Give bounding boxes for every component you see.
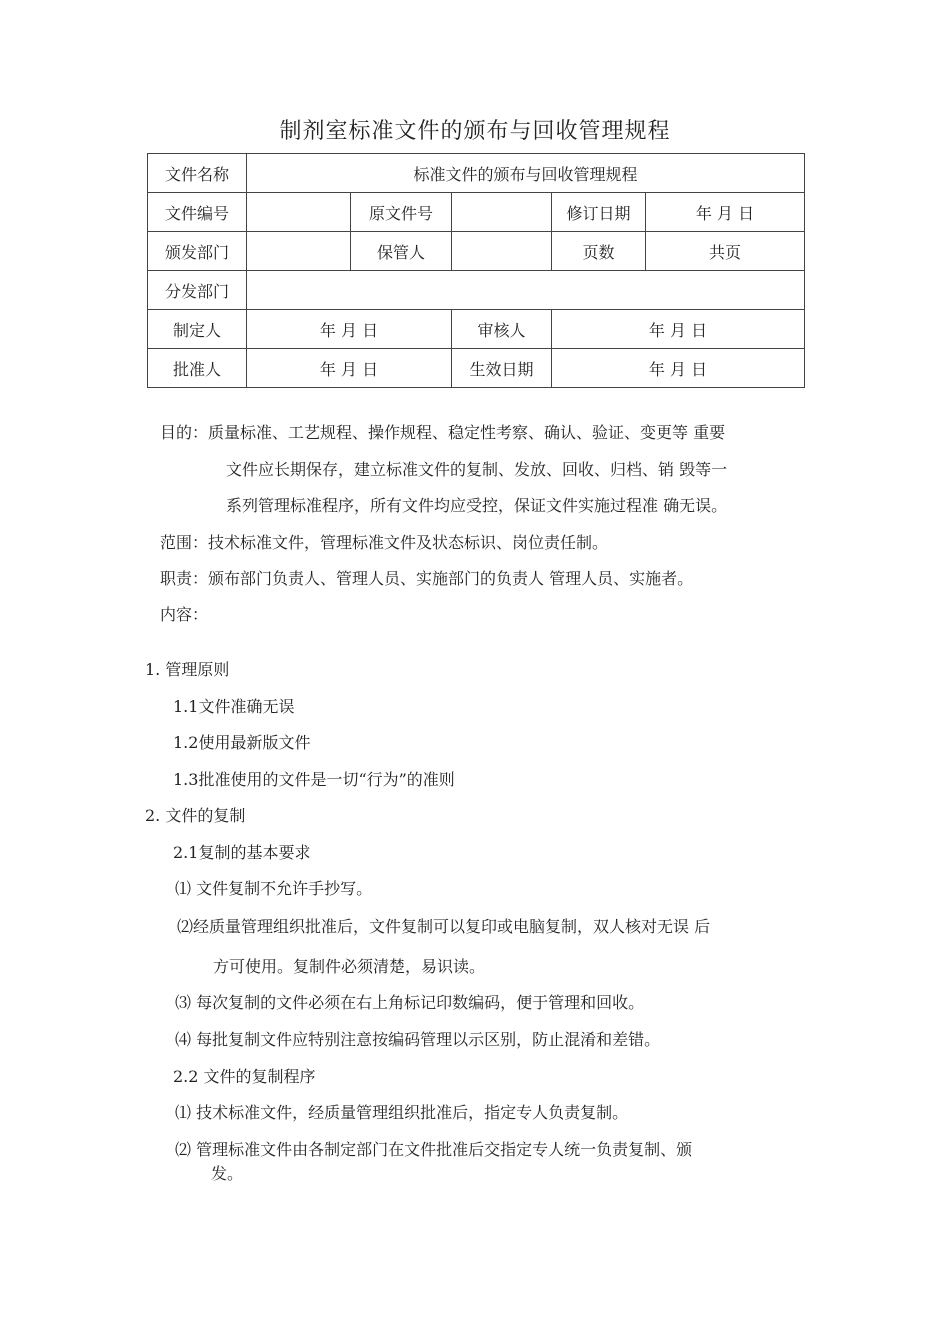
pages-label: 页数 xyxy=(552,232,646,271)
effective-date-label: 生效日期 xyxy=(452,349,552,388)
purpose-line-2: 文件应长期保存，建立标准文件的复制、发放、回收、归档、销 毁等一 xyxy=(226,460,728,479)
section-2-heading: 2. 文件的复制 xyxy=(145,806,246,825)
distribution-dept-value xyxy=(247,271,805,310)
file-name-label: 文件名称 xyxy=(148,154,247,193)
purpose-line-1: 目的：质量标准、工艺规程、操作规程、稳定性考察、确认、验证、变更等 重要 xyxy=(160,423,726,442)
item-2-1-4: ⑷ 每批复制文件应特别注意按编码管理以示区别，防止混淆和差错。 xyxy=(175,1030,661,1049)
item-2-1-2-continued: 方可使用。复制件必须清楚，易识读。 xyxy=(213,957,486,976)
item-2-2-2-continued: 发。 xyxy=(211,1164,244,1183)
section-1-3: 1.3批准使用的文件是一切“行为”的准则 xyxy=(173,770,455,789)
table-row xyxy=(148,154,805,193)
document-title: 制剂室标准文件的颁布与回收管理规程 xyxy=(279,119,671,144)
section-1-1: 1.1文件准确无误 xyxy=(173,697,295,716)
approver-date: 年 月 日 xyxy=(247,349,452,388)
custodian-value xyxy=(452,232,552,271)
file-number-value xyxy=(247,193,351,232)
purpose-line-3: 系列管理标准程序，所有文件均应受控，保证文件实施过程准 确无误。 xyxy=(226,496,728,515)
effective-date-value: 年 月 日 xyxy=(552,349,805,388)
table-row xyxy=(148,193,805,232)
item-2-1-3: ⑶ 每次复制的文件必须在右上角标记印数编码，便于管理和回收。 xyxy=(175,993,645,1012)
section-1-heading: 1. 管理原则 xyxy=(145,660,230,679)
content-heading: 内容： xyxy=(160,605,209,624)
item-2-1-2: ⑵经质量管理组织批准后，文件复制可以复印或电脑复制，双人核对无误 后 xyxy=(177,917,711,936)
issuing-dept-label: 颁发部门 xyxy=(148,232,247,271)
document-info-table xyxy=(147,153,805,388)
scope-paragraph: 范围：技术标准文件，管理标准文件及状态标识、岗位责任制。 xyxy=(160,533,609,552)
item-2-1-1: ⑴ 文件复制不允许手抄写。 xyxy=(175,879,373,898)
custodian-label: 保管人 xyxy=(351,232,452,271)
distribution-dept-label: 分发部门 xyxy=(148,271,247,310)
section-2-1: 2.1复制的基本要求 xyxy=(173,843,311,862)
table-row xyxy=(148,349,805,388)
original-file-number-label: 原文件号 xyxy=(351,193,452,232)
section-1-2: 1.2使用最新版文件 xyxy=(173,733,311,752)
table-row xyxy=(148,232,805,271)
item-2-2-1: ⑴ 技术标准文件，经质量管理组织批准后，指定专人负责复制。 xyxy=(175,1103,629,1122)
table-row xyxy=(148,310,805,349)
drafter-label: 制定人 xyxy=(148,310,247,349)
original-file-number-value xyxy=(452,193,552,232)
drafter-date: 年 月 日 xyxy=(247,310,452,349)
pages-value: 共页 xyxy=(646,232,805,271)
revision-date-value: 年 月 日 xyxy=(646,193,805,232)
revision-date-label: 修订日期 xyxy=(552,193,646,232)
file-number-label: 文件编号 xyxy=(148,193,247,232)
issuing-dept-value xyxy=(247,232,351,271)
table-row xyxy=(148,271,805,310)
section-2-2: 2.2 文件的复制程序 xyxy=(173,1067,316,1086)
reviewer-date: 年 月 日 xyxy=(552,310,805,349)
item-2-2-2: ⑵ 管理标准文件由各制定部门在文件批准后交指定专人统一负责复制、颁 xyxy=(175,1140,693,1159)
approver-label: 批准人 xyxy=(148,349,247,388)
file-name-value: 标准文件的颁布与回收管理规程 xyxy=(247,154,805,193)
reviewer-label: 审核人 xyxy=(452,310,552,349)
responsibility-paragraph: 职责：颁布部门负责人、管理人员、实施部门的负责人 管理人员、实施者。 xyxy=(160,569,694,588)
